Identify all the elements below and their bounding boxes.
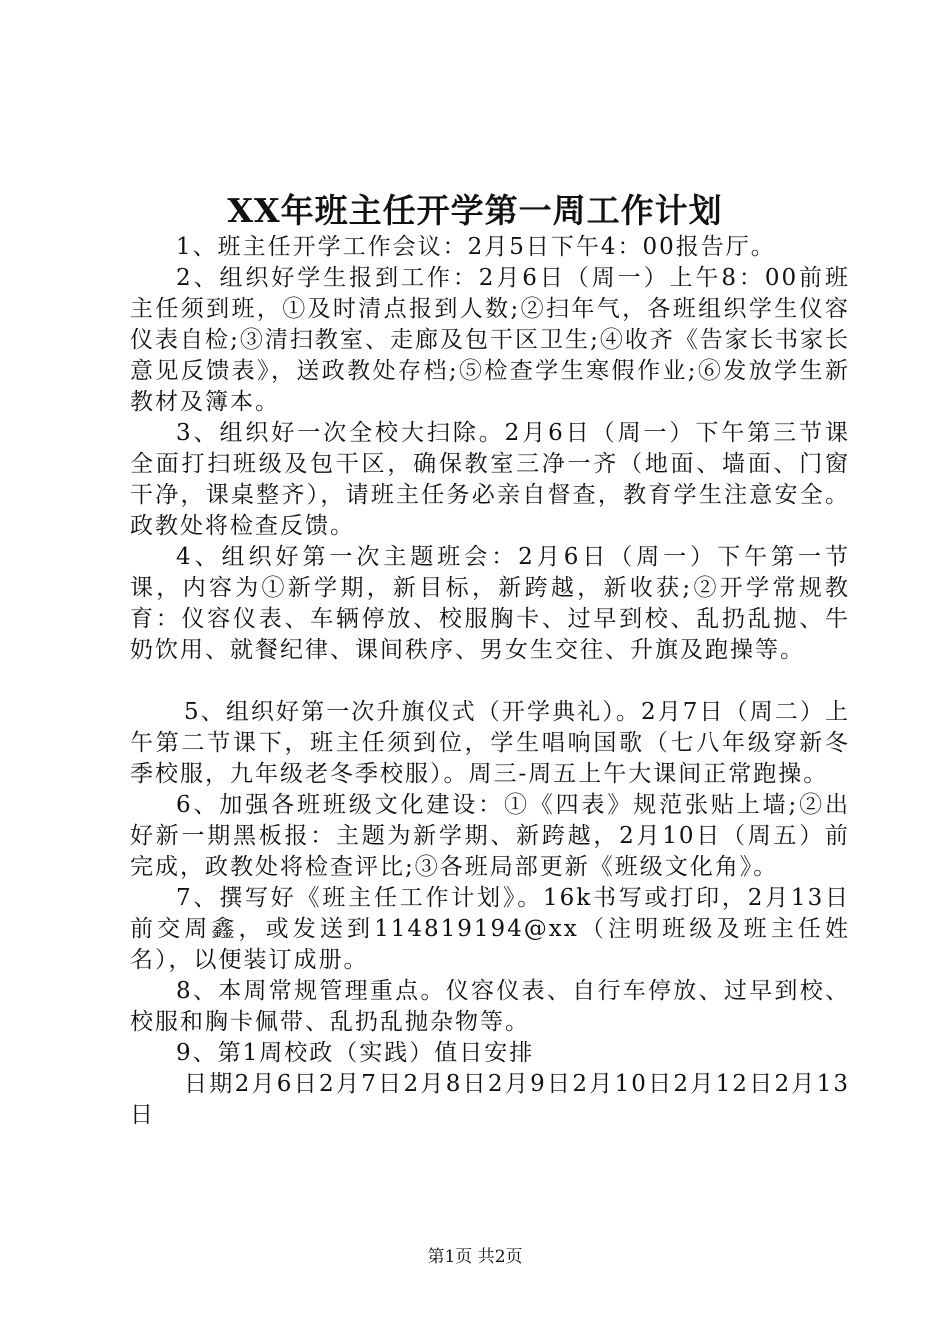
page-number-footer: 第1页 共2页 [427, 1247, 523, 1267]
paragraph-2: 2、组织好学生报到工作：2月6日（周一）上午8：00前班主任须到班，①及时清点报到人数;②扫年气，各班组织学生仪容仪表自检;③清扫教室、走廊及包干区卫生;④收齐《告家长书家长意见反馈表》，送政教处存档;⑤检查学生寒假作业;⑥发放学生新教材及簿本。 [130, 265, 850, 415]
paragraph-1: 1、班主任开学工作会议：2月5日下午4：00报告厅。 [176, 234, 776, 260]
paragraph-9: 9、第1周校政（实践）值日安排 [176, 1040, 535, 1066]
paragraph-10: 日期2月6日2月7日2月8日2月9日2月10日2月12日2月13日 [130, 1071, 850, 1128]
paragraph-4: 4、组织好第一次主题班会：2月6日（周一）下午第一节课，内容为①新学期，新目标，新跨越，新收获;②开学常规教育：仪容仪表、车辆停放、校服胸卡、过早到校、乱扔乱抛、牛奶饮用、就餐纪律、课间秩序、男女生交往、升旗及跑操等。 [130, 544, 850, 663]
paragraph-7: 7、撰写好《班主任工作计划》。16k书写或打印，2月13日前交周鑫，或发送到114819194@xx（注明班级及班主任姓名），以便装订成册。 [130, 885, 850, 973]
paragraph-8: 8、本周常规管理重点。仪容仪表、自行车停放、过早到校、校服和胸卡佩带、乱扔乱抛杂物等。 [130, 978, 850, 1035]
paragraph-3: 3、组织好一次全校大扫除。2月6日（周一）下午第三节课全面打扫班级及包干区，确保教室三净一齐（地面、墙面、门窗干净，课桌整齐），请班主任务必亲自督查，教育学生注意安全。政教处将检查反馈。 [130, 420, 850, 539]
paragraph-5: 5、组织好第一次升旗仪式（开学典礼）。2月7日（周二）上午第二节课下，班主任须到位，学生唱响国歌（七八年级穿新冬季校服，九年级老冬季校服）。周三-周五上午大课间正常跑操。 [130, 699, 850, 787]
document-title: XX年班主任开学第一周工作计划 [227, 191, 723, 230]
paragraph-6: 6、加强各班班级文化建设：①《四表》规范张贴上墙;②出好新一期黑板报：主题为新学期、新跨越，2月10日（周五）前完成，政教处将检查评比;③各班局部更新《班级文化角》。 [130, 792, 850, 880]
document-body [130, 232, 850, 1131]
